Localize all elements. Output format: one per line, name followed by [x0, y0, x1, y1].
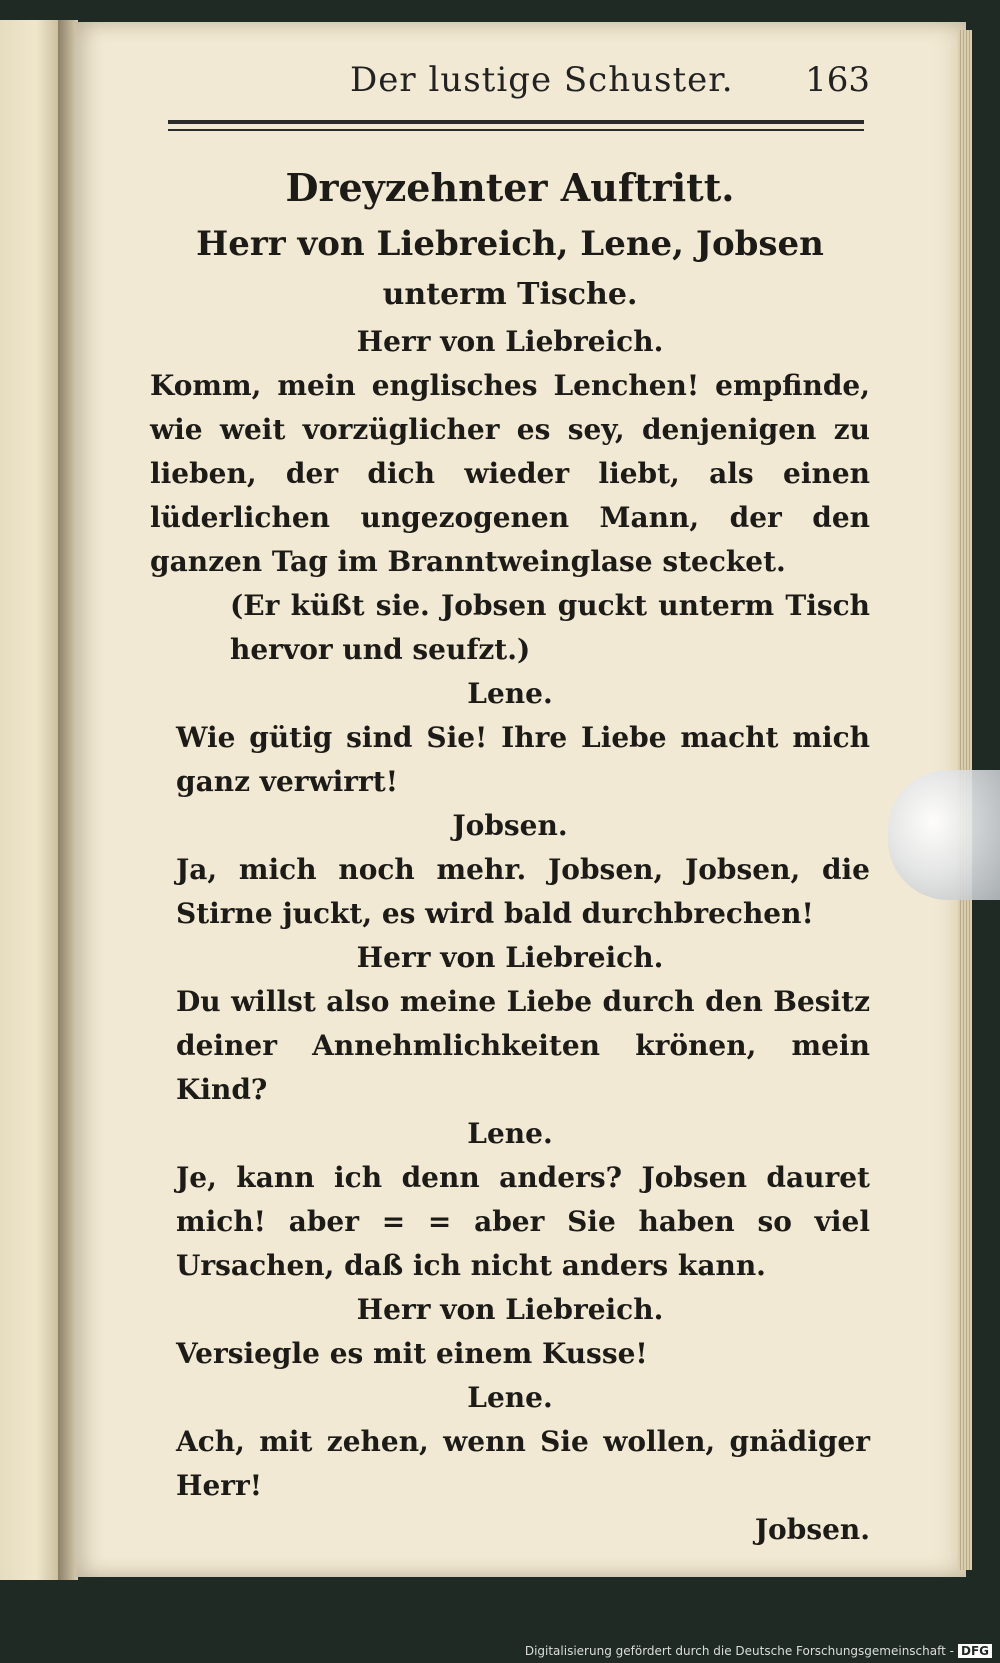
speech: Ach, mit zehen, wenn Sie wollen, gnädiger Herr! — [176, 1425, 870, 1502]
persons-line-2: unterm Tische. — [382, 277, 638, 312]
speech: Versiegle es mit einem Kusse! — [176, 1337, 648, 1370]
scene-title: Dreyzehnter Auftritt. — [285, 165, 735, 210]
speech: Ja, mich noch mehr. Jobsen, Jobsen, die Stirne juckt, es wird bald durchbrechen! — [176, 853, 870, 930]
dfg-logo: DFG — [958, 1644, 992, 1658]
speech: Wie gütig sind Sie! Ihre Liebe macht mich ganz verwirrt! — [176, 721, 870, 798]
speaker-label: Herr von Liebreich. — [356, 941, 664, 974]
running-head — [180, 52, 870, 112]
header-rule-thick — [168, 120, 864, 124]
persons-line: Herr von Liebreich, Lene, Jobsen — [196, 224, 824, 264]
speaker-label: Herr von Liebreich. — [356, 1293, 664, 1326]
speaker-label: Lene. — [467, 1381, 553, 1414]
running-title: Der lustige Schuster. — [350, 60, 734, 100]
page-number: 163 — [805, 60, 870, 100]
header-rule-thin — [168, 129, 864, 131]
speech: Je, kann ich denn anders? Jobsen dauret mich! aber = = aber Sie haben so viel Ursachen, daß ich nicht anders kann. — [176, 1161, 870, 1282]
speaker-label: Lene. — [467, 1117, 553, 1150]
speech: Du willst also meine Liebe durch den Besitz deiner Annehmlichkeiten krönen, mein Kind? — [176, 985, 870, 1106]
facing-page — [0, 20, 62, 1580]
speaker-label: Jobsen. — [452, 809, 568, 842]
page-marker-tab — [888, 770, 1000, 900]
footer-text: Digitalisierung gefördert durch die Deutsche Forschungsgemeinschaft - — [524, 1644, 954, 1658]
speaker-label: Lene. — [467, 677, 553, 710]
footer-credit — [525, 1644, 992, 1662]
book-gutter — [58, 20, 78, 1580]
speech: Komm, mein englisches Lenchen! empfinde, wie weit vorzüglicher es sey, denjenigen zu lieben, der dich wieder liebt, als einen lüderlichen ungezogenen Mann, der den ganzen Tag im Branntweinglase stecket. — [150, 369, 870, 578]
catchword: Jobsen. — [754, 1513, 870, 1546]
speaker-label: Herr von Liebreich. — [356, 325, 664, 358]
stage-direction: (Er küßt sie. Jobsen guckt unterm Tisch hervor und seufzt.) — [230, 589, 870, 666]
page-text — [150, 160, 870, 1552]
